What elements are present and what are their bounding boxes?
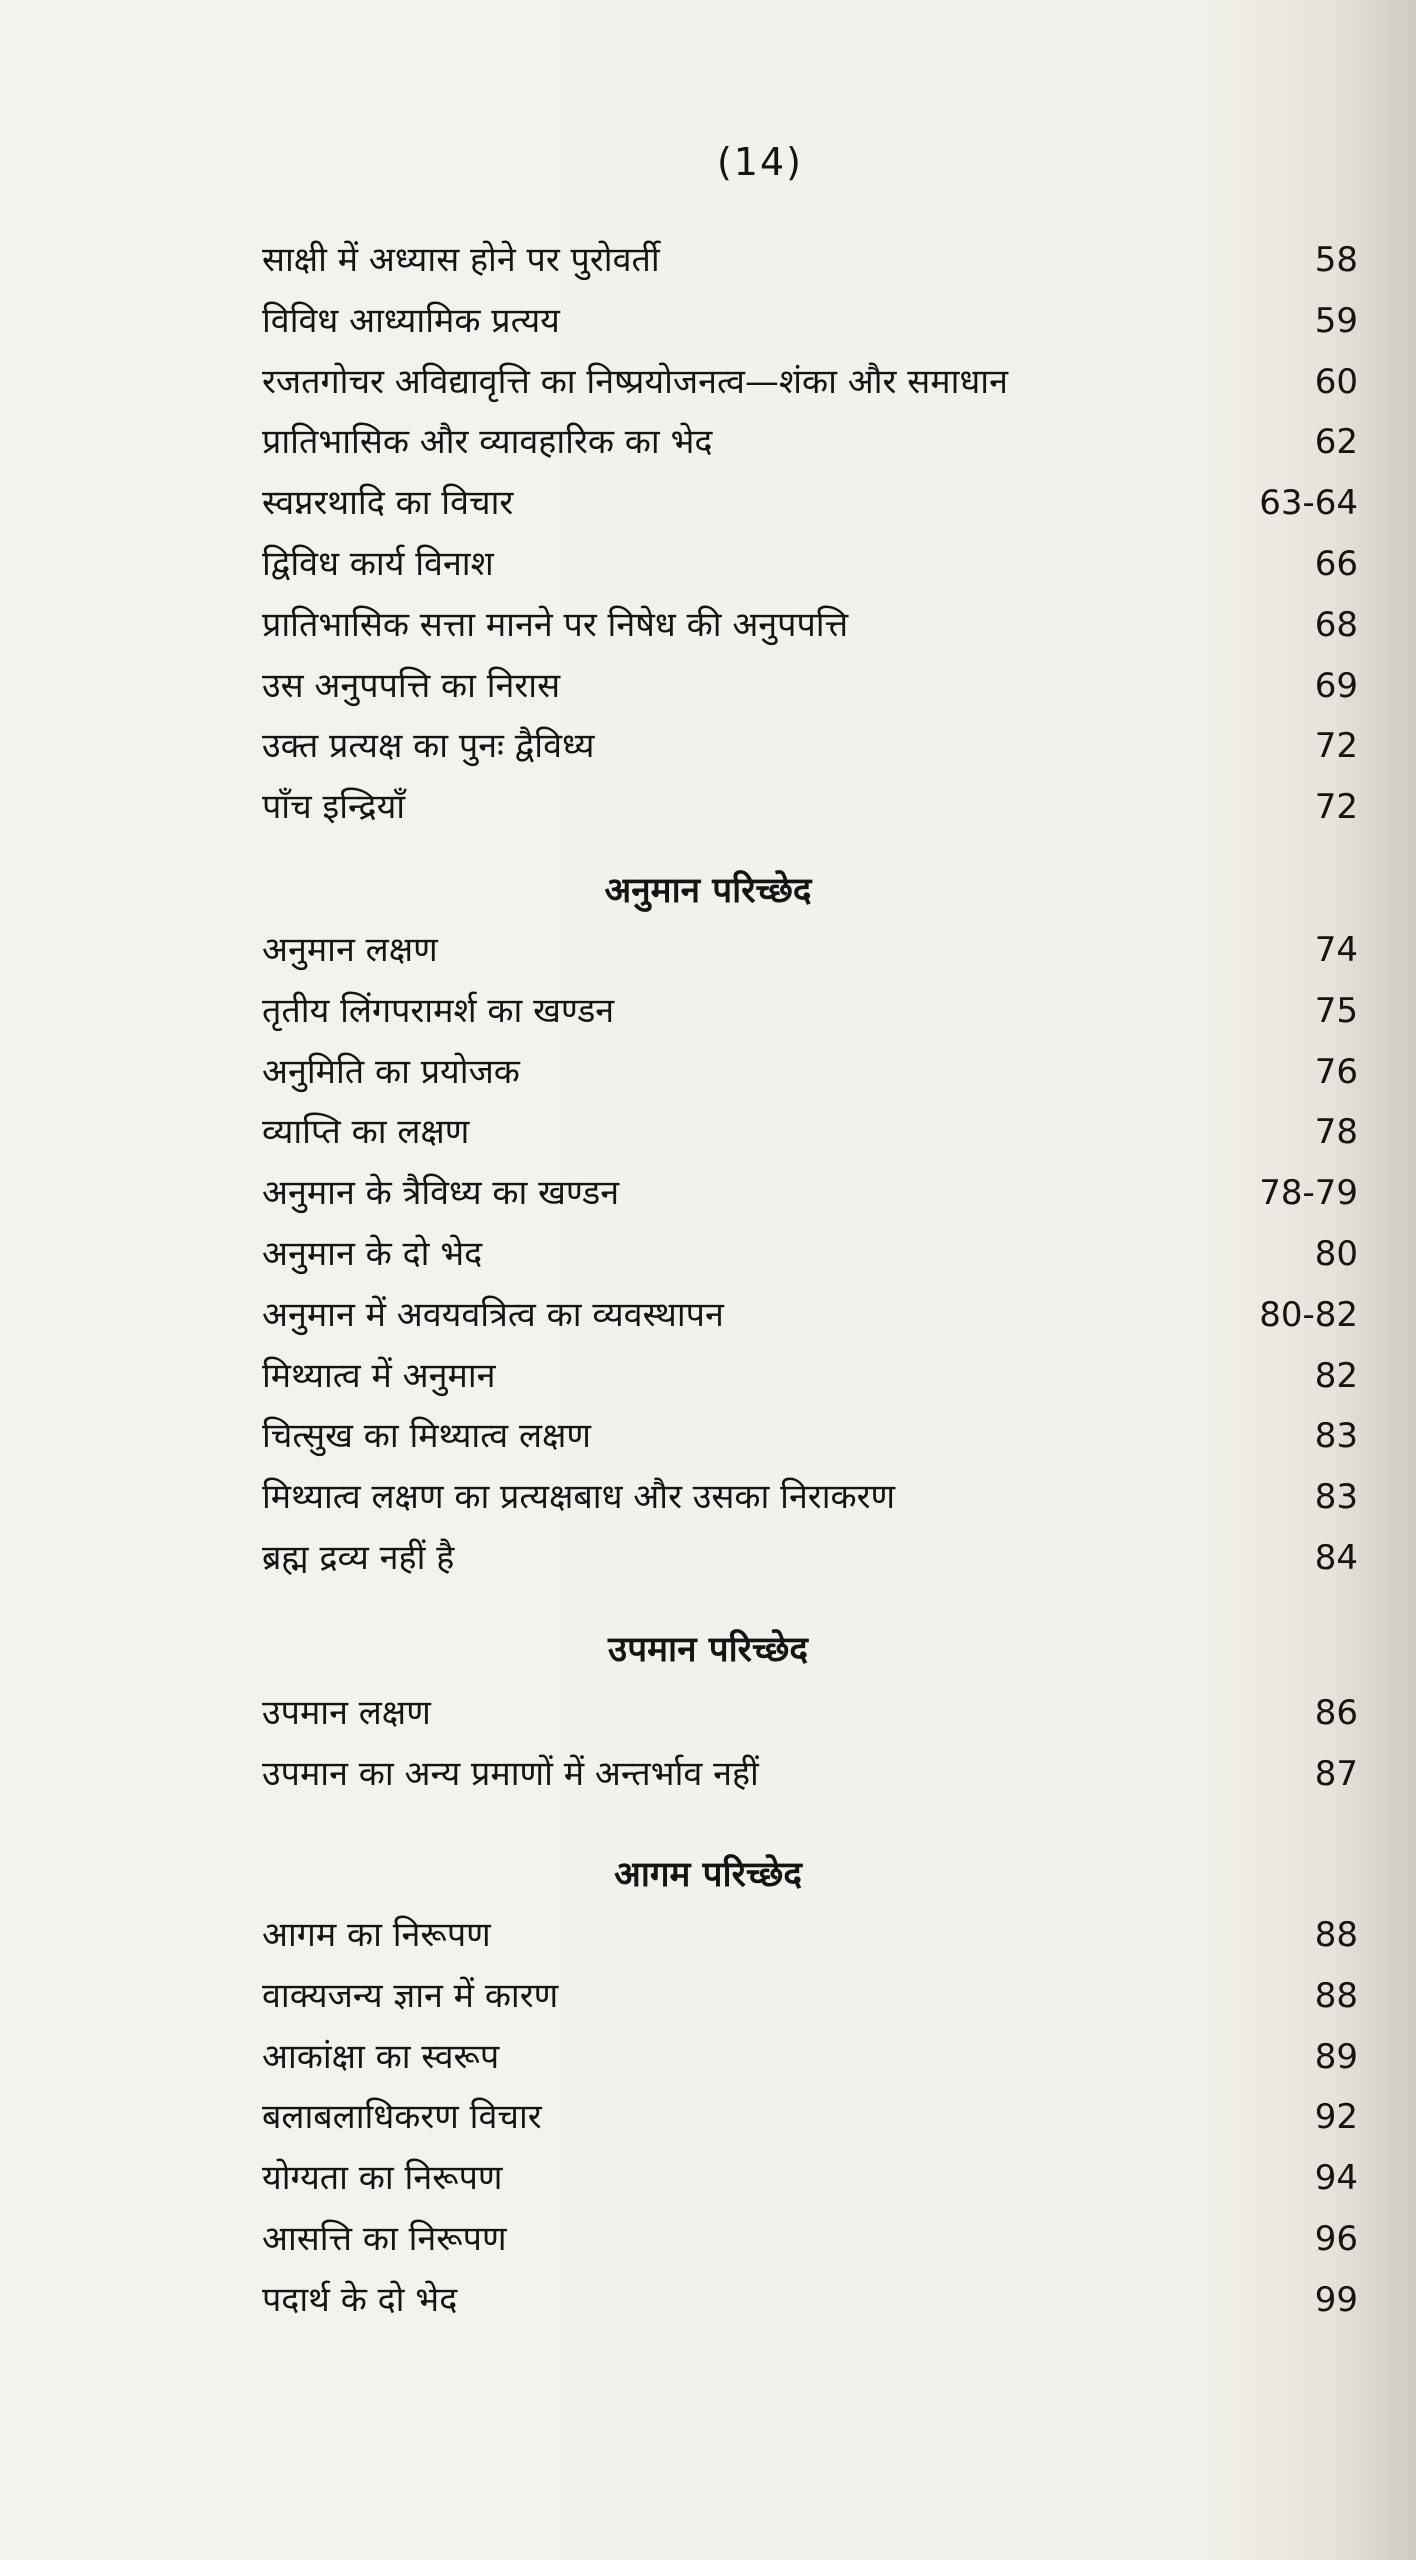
toc-entry-title: उपमान का अन्य प्रमाणों में अन्तर्भाव नहीं (262, 1753, 759, 1794)
toc-entry-page: 76 (1314, 1051, 1358, 1092)
toc-entry-title: अनुमान में अवयवत्रित्व का व्यवस्थापन (262, 1294, 724, 1335)
toc-entry-page: 72 (1314, 787, 1358, 828)
toc-entry-title: द्विविध कार्य विनाश (262, 543, 494, 584)
toc-entry-page: 80 (1314, 1233, 1358, 1274)
toc-entry-title: आसत्ति का निरूपण (262, 2218, 507, 2259)
section-heading-agam: आगम परिच्छेद (614, 1855, 802, 1895)
toc-entry-title: मिथ्यात्व लक्षण का प्रत्यक्षबाध और उसका निराकरण (262, 1477, 896, 1518)
toc-entry (262, 1971, 1358, 2032)
toc-entry-page: 83 (1314, 1416, 1358, 1457)
toc-entry-page: 75 (1314, 990, 1358, 1031)
toc-entry (262, 2153, 1358, 2214)
toc-entry-page: 59 (1314, 300, 1358, 341)
toc-entry (262, 1910, 1358, 1971)
toc-entry (262, 235, 1358, 296)
toc-entry-title: आकांक्षा का स्वरूप (262, 2036, 500, 2077)
toc-entry (262, 417, 1358, 478)
toc-entry-page: 72 (1314, 726, 1358, 767)
toc-entry-title: अनुमान के दो भेद (262, 1233, 483, 1274)
toc-entry-page: 82 (1314, 1355, 1358, 1396)
toc-entry (262, 357, 1358, 418)
toc-entry-page: 86 (1314, 1693, 1358, 1733)
page-number: (14) (716, 140, 803, 184)
toc-entry-page: 87 (1314, 1753, 1358, 1794)
toc-group-agam (262, 1910, 1358, 2336)
toc-entry-title: विविध आध्यामिक प्रत्यय (262, 300, 560, 341)
toc-entry-title: प्रातिभासिक और व्यावहारिक का भेद (262, 422, 713, 463)
toc-entry (262, 1290, 1358, 1351)
toc-entry-page: 68 (1314, 604, 1358, 645)
toc-entry-title: बलाबलाधिकरण विचार (262, 2097, 542, 2138)
section-heading-anuman: अनुमान परिच्छेद (604, 871, 812, 911)
toc-entry-page: 88 (1314, 1915, 1358, 1955)
toc-entry-page: 89 (1314, 2036, 1358, 2077)
toc-entry-page: 88 (1314, 1975, 1358, 2016)
toc-entry (262, 661, 1358, 722)
toc-entry-title: पाँच इन्द्रियाँ (262, 787, 406, 828)
toc-group-upaman (262, 1688, 1358, 1810)
toc-entry-page: 62 (1314, 422, 1358, 463)
toc-entry-title: अनुमान लक्षण (262, 930, 438, 970)
toc-entry-title: स्वप्नरथादि का विचार (262, 483, 514, 524)
toc-entry-title: प्रातिभासिक सत्ता मानने पर निषेध की अनुपपत्ति (262, 604, 849, 645)
toc-entry-page: 80-82 (1259, 1294, 1358, 1335)
toc-entry (262, 1411, 1358, 1472)
toc-entry-page: 66 (1314, 543, 1358, 584)
toc-group-pratyaksha (262, 235, 1358, 843)
toc-entry (262, 1168, 1358, 1229)
toc-entry-title: चित्सुख का मिथ्यात्व लक्षण (262, 1416, 591, 1457)
toc-entry (262, 478, 1358, 539)
toc-entry-title: वाक्यजन्य ज्ञान में कारण (262, 1975, 559, 2016)
toc-entry-page: 63-64 (1259, 483, 1358, 524)
toc-entry-page: 78-79 (1259, 1173, 1358, 1214)
toc-entry (262, 986, 1358, 1047)
toc-entry-title: तृतीय लिंगपरामर्श का खण्डन (262, 990, 615, 1031)
toc-entry-title: योग्यता का निरूपण (262, 2158, 503, 2199)
toc-entry-page: 99 (1314, 2279, 1358, 2320)
toc-entry (262, 1749, 1358, 1810)
toc-entry-title: अनुमिति का प्रयोजक (262, 1051, 520, 1092)
toc-entry (262, 296, 1358, 357)
toc-entry-page: 84 (1314, 1537, 1358, 1578)
toc-entry (262, 2092, 1358, 2153)
toc-entry-title: अनुमान के त्रैविध्य का खण्डन (262, 1173, 620, 1214)
toc-entry-page: 60 (1314, 361, 1358, 402)
toc-entry (262, 1688, 1358, 1749)
toc-entry-page: 69 (1314, 665, 1358, 706)
toc-entry-title: उक्त प्रत्यक्ष का पुनः द्वैविध्य (262, 726, 595, 767)
toc-entry-page: 78 (1314, 1112, 1358, 1153)
toc-entry (262, 2214, 1358, 2275)
toc-entry-page: 74 (1314, 930, 1358, 970)
toc-entry-title: रजतगोचर अविद्यावृत्ति का निष्प्रयोजनत्व—शंका और समाधान (262, 361, 1008, 402)
toc-entry-title: मिथ्यात्व में अनुमान (262, 1355, 496, 1396)
toc-entry-title: आगम का निरूपण (262, 1915, 491, 1955)
toc-entry-title: उपमान लक्षण (262, 1693, 431, 1733)
toc-entry-title: व्याप्ति का लक्षण (262, 1112, 470, 1153)
toc-entry-page: 96 (1314, 2218, 1358, 2259)
toc-entry (262, 2032, 1358, 2093)
toc-entry-page: 58 (1314, 240, 1358, 280)
toc-entry (262, 1472, 1358, 1533)
toc-entry (262, 1107, 1358, 1168)
toc-entry-title: उस अनुपपत्ति का निरास (262, 665, 561, 706)
toc-entry (262, 1047, 1358, 1108)
toc-entry (262, 2275, 1358, 2336)
toc-entry (262, 600, 1358, 661)
toc-entry-page: 94 (1314, 2158, 1358, 2199)
toc-entry-title: ब्रह्म द्रव्य नहीं है (262, 1537, 455, 1578)
toc-group-anuman (262, 925, 1358, 1594)
toc-entry (262, 721, 1358, 782)
toc-entry (262, 1351, 1358, 1412)
toc-entry-title: पदार्थ के दो भेद (262, 2279, 458, 2320)
toc-entry-title: साक्षी में अध्यास होने पर पुरोवर्ती (262, 240, 660, 280)
toc-entry (262, 925, 1358, 986)
toc-entry (262, 1533, 1358, 1594)
toc-entry-page: 92 (1314, 2097, 1358, 2138)
section-heading-upaman: उपमान परिच्छेद (608, 1630, 808, 1670)
toc-entry (262, 782, 1358, 843)
toc-entry-page: 83 (1314, 1477, 1358, 1518)
toc-entry (262, 539, 1358, 600)
toc-entry (262, 1229, 1358, 1290)
